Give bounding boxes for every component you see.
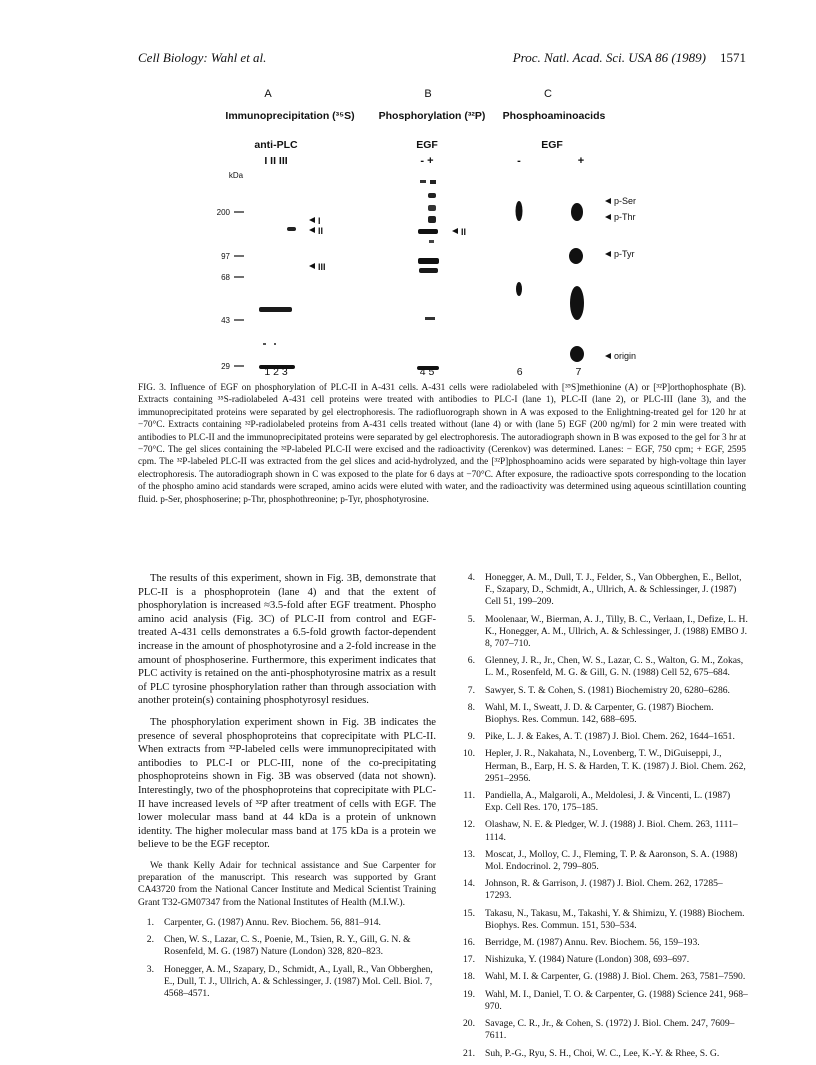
molecular-weight-markers xyxy=(217,208,244,371)
arrow-c-origin-label: origin xyxy=(614,351,637,361)
spot-c-lane6-lower xyxy=(516,282,522,296)
reference-item: 21. Suh, P.-G., Ryu, S. H., Choi, W. C., Lee, K.-Y. & Rhee, S. G. xyxy=(463,1047,720,1059)
arrow-a-iii-label: III xyxy=(318,262,326,272)
arrow-c-pthr-label: p-Thr xyxy=(614,212,636,222)
arrow-c-ptyr xyxy=(605,251,611,257)
journal-citation: Proc. Natl. Acad. Sci. USA 86 (1989) xyxy=(512,50,706,65)
spot-c-lane7-mid xyxy=(570,286,584,320)
marker-97: 97 xyxy=(221,252,230,261)
reference-item: 1. Carpenter, G. (1987) Annu. Rev. Biochem. 56, 881–914. xyxy=(146,917,381,929)
arrow-a-ii-label: II xyxy=(318,226,324,236)
band-b-1 xyxy=(420,180,426,183)
panel-c-sublabel: EGF xyxy=(541,139,563,151)
arrow-c-pser xyxy=(605,198,611,204)
panel-c-title: Phosphoaminoacids xyxy=(502,110,606,122)
panel-a-title: Immunoprecipitation (³⁵S) xyxy=(225,110,355,122)
body-paragraph-1: The results of this experiment, shown in Fig. 3B, demonstrate that PLC-II is a phosphoprotein (lane 4) and that the extent of phosphorylation is increased ≈3.5-fold after EGF treatment. Phospho amino acid analysis (Fig. 3C) of PLC-II from control and EGF-treated A-431 cells demonstrates a 6.5-fold growth factor-dependent increase in the amount of phosphotyrosine and a 2-fold increase in the amount of phosphoserine. Furthermore, this experiment indicates that PLC activity is retained on the anti-phosphotyrosine matrix as a result of PLC tyrosine phosphorylation rather than through association with another protein(s) containing phosphotyrosyl residues. xyxy=(138,573,436,707)
arrow-a-i xyxy=(309,217,315,223)
reference-item: 10. Hepler, J. R., Nakahata, N., Lovenberg, T. W., DiGuiseppi, J., Herman, B., Earp, H. S. & Harden, T. K. (1987) J. Biol. Chem. 262, 2951–2956. xyxy=(463,748,746,784)
arrow-c-origin xyxy=(605,353,611,359)
marker-200: 200 xyxy=(216,208,230,217)
right-column xyxy=(459,572,749,1065)
spot-c-lane7-pser xyxy=(571,203,583,221)
band-b-44kda xyxy=(425,317,435,320)
panel-b-letter: B xyxy=(424,88,432,100)
band-a-44kda xyxy=(259,307,292,312)
reference-item: 4. Honegger, A. M., Dull, T. J., Felder, S., Van Obberghen, E., Bellot, F., Szapary, D., Schmidt, A., Ullrich, A. & Schlessinger, J. (1987) Cell 51, 199–209. xyxy=(467,572,742,608)
band-b-5 xyxy=(429,240,434,243)
arrow-a-iii xyxy=(309,263,315,269)
panel-a-sublabel: anti-PLC xyxy=(254,139,298,151)
band-a-faint-2 xyxy=(274,343,276,345)
arrow-c-ptyr-label: p-Tyr xyxy=(614,249,635,259)
panel-a-arrows xyxy=(309,216,326,272)
spot-c-lane7-ptyr xyxy=(569,248,583,264)
reference-item: 8. Wahl, M. I., Sweatt, J. D. & Carpenter, G. (1987) Biochem. Biophys. Res. Commun. 142, 688–695. xyxy=(467,701,714,726)
band-a-lane2-pcl-ii xyxy=(287,227,296,231)
panel-c-arrows xyxy=(605,196,636,361)
panel-a-lane-roman: I II III xyxy=(264,155,288,167)
reference-item: 19. Wahl, M. I., Daniel, T. O. & Carpenter, G. (1988) Science 241, 968–970. xyxy=(463,988,748,1012)
reference-item: 15. Takasu, N., Takasu, M., Takashi, Y. & Shimizu, Y. (1988) Biochem. Biophys. Res. Commun. 151, 530–534. xyxy=(463,907,745,931)
reference-item: 16. Berridge, M. (1987) Annu. Rev. Biochem. 56, 159–193. xyxy=(463,937,700,949)
panel-b-sublabel: EGF xyxy=(416,139,438,151)
body-paragraph-2: The phosphorylation experiment shown in Fig. 3B indicates the presence of several phosphoproteins that coprecipitate with PLC-II. When extracts from ³²P-labeled cells were immunoprecipitated with antibodies to PLC-I or PLC-III, none of the co-precipitating phosphoproteins shown in Fig. 3B was observed (data not shown). Interestingly, two of the phosphoproteins that coprecipitate with PLC-II have increased levels of ³²P after treatment of cells with EGF. The lower molecular mass band at 44 kDa is a protein of unknown identity. The higher molecular mass band at 175 kDa is a protein we believe to be the EGF receptor. xyxy=(138,716,436,851)
panel-b-treatment: - + xyxy=(420,155,434,167)
band-b-4 xyxy=(428,205,436,211)
page-number: 1571 xyxy=(720,50,746,65)
arrow-b-ii xyxy=(452,228,458,234)
arrow-b-ii-label: II xyxy=(461,227,467,237)
arrow-c-pthr xyxy=(605,214,611,220)
reference-item: 20. Savage, C. R., Jr., & Cohen, S. (1972) J. Biol. Chem. 247, 7609–7611. xyxy=(463,1018,735,1042)
reference-item: 3. Honegger, A. M., Szapary, D., Schmidt, A., Lyall, R., Van Obberghen, E., Dull, T. J., Ullrich, A. & Schlessinger, J. (1987) Mol. Cell. Biol. 7, 4568–4571. xyxy=(146,963,433,1000)
figure-3 xyxy=(0,0,816,380)
band-a-faint-1 xyxy=(263,343,266,345)
spot-c-lane7-origin xyxy=(570,346,584,362)
reference-item: 9. Pike, L. J. & Eakes, A. T. (1987) J. Biol. Chem. 262, 1644–1651. xyxy=(467,731,735,743)
panel-a-letter: A xyxy=(264,88,272,100)
spot-c-lane6-pser xyxy=(516,201,523,221)
band-b-175kda xyxy=(428,216,436,223)
reference-item: 6. Glenney, J. R., Jr., Chen, W. S., Lazar, C. S., Walton, G. M., Zokas, L. M., Rosenfeld, M. G. & Gill, G. N. (1988) Cell 52, 675–684. xyxy=(467,655,744,679)
band-b-3 xyxy=(428,193,436,198)
band-b-6 xyxy=(418,258,439,264)
reference-item: 2. Chen, W. S., Lazar, C. S., Poenie, M., Tsien, R. Y., Gill, G. N. & Rosenfeld, M. G. (1987) Nature (London) 328, 820–823. xyxy=(146,934,411,958)
band-b-2 xyxy=(430,180,436,184)
band-b-7 xyxy=(419,268,438,273)
reference-item: 7. Sawyer, S. T. & Cohen, S. (1981) Biochemistry 20, 6280–6286. xyxy=(467,684,730,696)
kda-label: kDa xyxy=(228,171,244,180)
running-header-left: Cell Biology: Wahl et al. xyxy=(138,50,267,65)
reference-item: 18. Wahl, M. I. & Carpenter, G. (1988) J. Biol. Chem. 263, 7581–7590. xyxy=(463,971,746,983)
marker-29: 29 xyxy=(221,362,230,371)
figure-caption: FIG. 3. Influence of EGF on phosphorylation of PLC-II in A-431 cells. A-431 cells were radiolabeled with [³⁵S]methionine (A) or [³²P]orthophosphate (B). Extracts containing ³⁵S-radiolabeled A-431 cell proteins were treated with antibodies to PLC-I (lane 1), PLC-II (lane 2), or PLC-III (lane 3), and the immunoprecipitated proteins were separated by gel electrophoresis. The radiofluorograph shown in A was exposed to the Enlightning-treated gel for 120 hr at −70°C. Extracts containing ³²P-radiolabeled proteins from A-431 cells treated without (lane 4) or with (lane 5) EGF (200 ng/ml) for 2 min were treated with antibodies to PLC-II and the immunoprecipitated proteins were separated by gel electrophoresis. The autoradiograph shown in B was exposed to the gel for 3 hr at −70°C. The gel slices containing the ³²P-labeled PLC-II were excised and the radioactivity (Cerenkov) was determined. Lanes: − EGF, 750 cpm; + EGF, 2595 cpm. The ³²P-labeled PLC-II was extracted from the gel slices and acid-hydrolyzed, and the [³²P]phosphoamino acids were separated by high-voltage thin layer electrophoresis. The autoradiograph shown in C was exposed to the plate for 6 days at −70°C. After exposure, the radioactive spots corresponding to the location of the phospho amino acid standards were scraped, amino acids were eluted with water, and the radioactivity was determined using aqueous scintillation counting fluid. p-Ser, phosphoserine; p-Thr, phosphothreonine; p-Tyr, phosphotyrosine. xyxy=(138,383,746,505)
panel-c-letter: C xyxy=(544,88,552,100)
arrow-a-i-label: I xyxy=(318,216,321,226)
panel-c-plate xyxy=(516,201,585,362)
left-column xyxy=(138,572,436,1005)
arrow-a-ii xyxy=(309,227,315,233)
reference-item: 14. Johnson, R. & Garrison, J. (1987) J. Biol. Chem. 262, 17285–17293. xyxy=(463,878,723,902)
panel-c-minus: - xyxy=(517,155,521,167)
marker-68: 68 xyxy=(221,273,230,282)
panel-a-gel xyxy=(259,227,296,369)
panel-c-plus: + xyxy=(577,155,585,167)
acknowledgments: We thank Kelly Adair for technical assistance and Sue Carpenter for preparation of the manuscript. This research was supported by Grant CA43720 from the National Cancer Institute and Medical Scientist Training Grant T32-GM07347 from the National Institutes of Health (M.I.W.). xyxy=(138,859,436,908)
panel-b-gel xyxy=(417,180,439,370)
marker-43: 43 xyxy=(221,316,230,325)
arrow-c-pser-label: p-Ser xyxy=(614,196,637,206)
reference-list-left xyxy=(138,917,436,1000)
panel-b-title: Phosphorylation (³²P) xyxy=(378,110,486,122)
lane-numbers-c: 6 7 xyxy=(516,366,582,378)
reference-list-right xyxy=(459,572,749,1060)
reference-item: 17. Nishizuka, Y. (1984) Nature (London) 308, 693–697. xyxy=(463,954,690,966)
lane-numbers-a: 1 2 3 xyxy=(264,366,288,378)
lane-numbers-b-45: 4 5 xyxy=(419,366,435,378)
band-b-pcl-ii xyxy=(418,229,438,234)
reference-item: 5. Moolenaar, W., Bierman, A. J., Tilly, B. C., Verlaan, I., Defize, L. H. K., Honegger, A. M., Ullrich, A. & Schlessinger, J. (1988) EMBO J. 8, 707–710. xyxy=(467,613,748,650)
reference-item: 13. Moscat, J., Molloy, C. J., Fleming, T. P. & Aaronson, S. A. (1988) Mol. Endocrinol. 2, 799–805. xyxy=(463,848,738,873)
reference-item: 11. Pandiella, A., Malgaroli, A., Meldolesi, J. & Vincenti, L. (1987) Exp. Cell Res. 170, 175–185. xyxy=(463,790,731,814)
reference-item: 12. Olashaw, N. E. & Pledger, W. J. (1988) J. Biol. Chem. 263, 1111–1114. xyxy=(463,819,738,843)
